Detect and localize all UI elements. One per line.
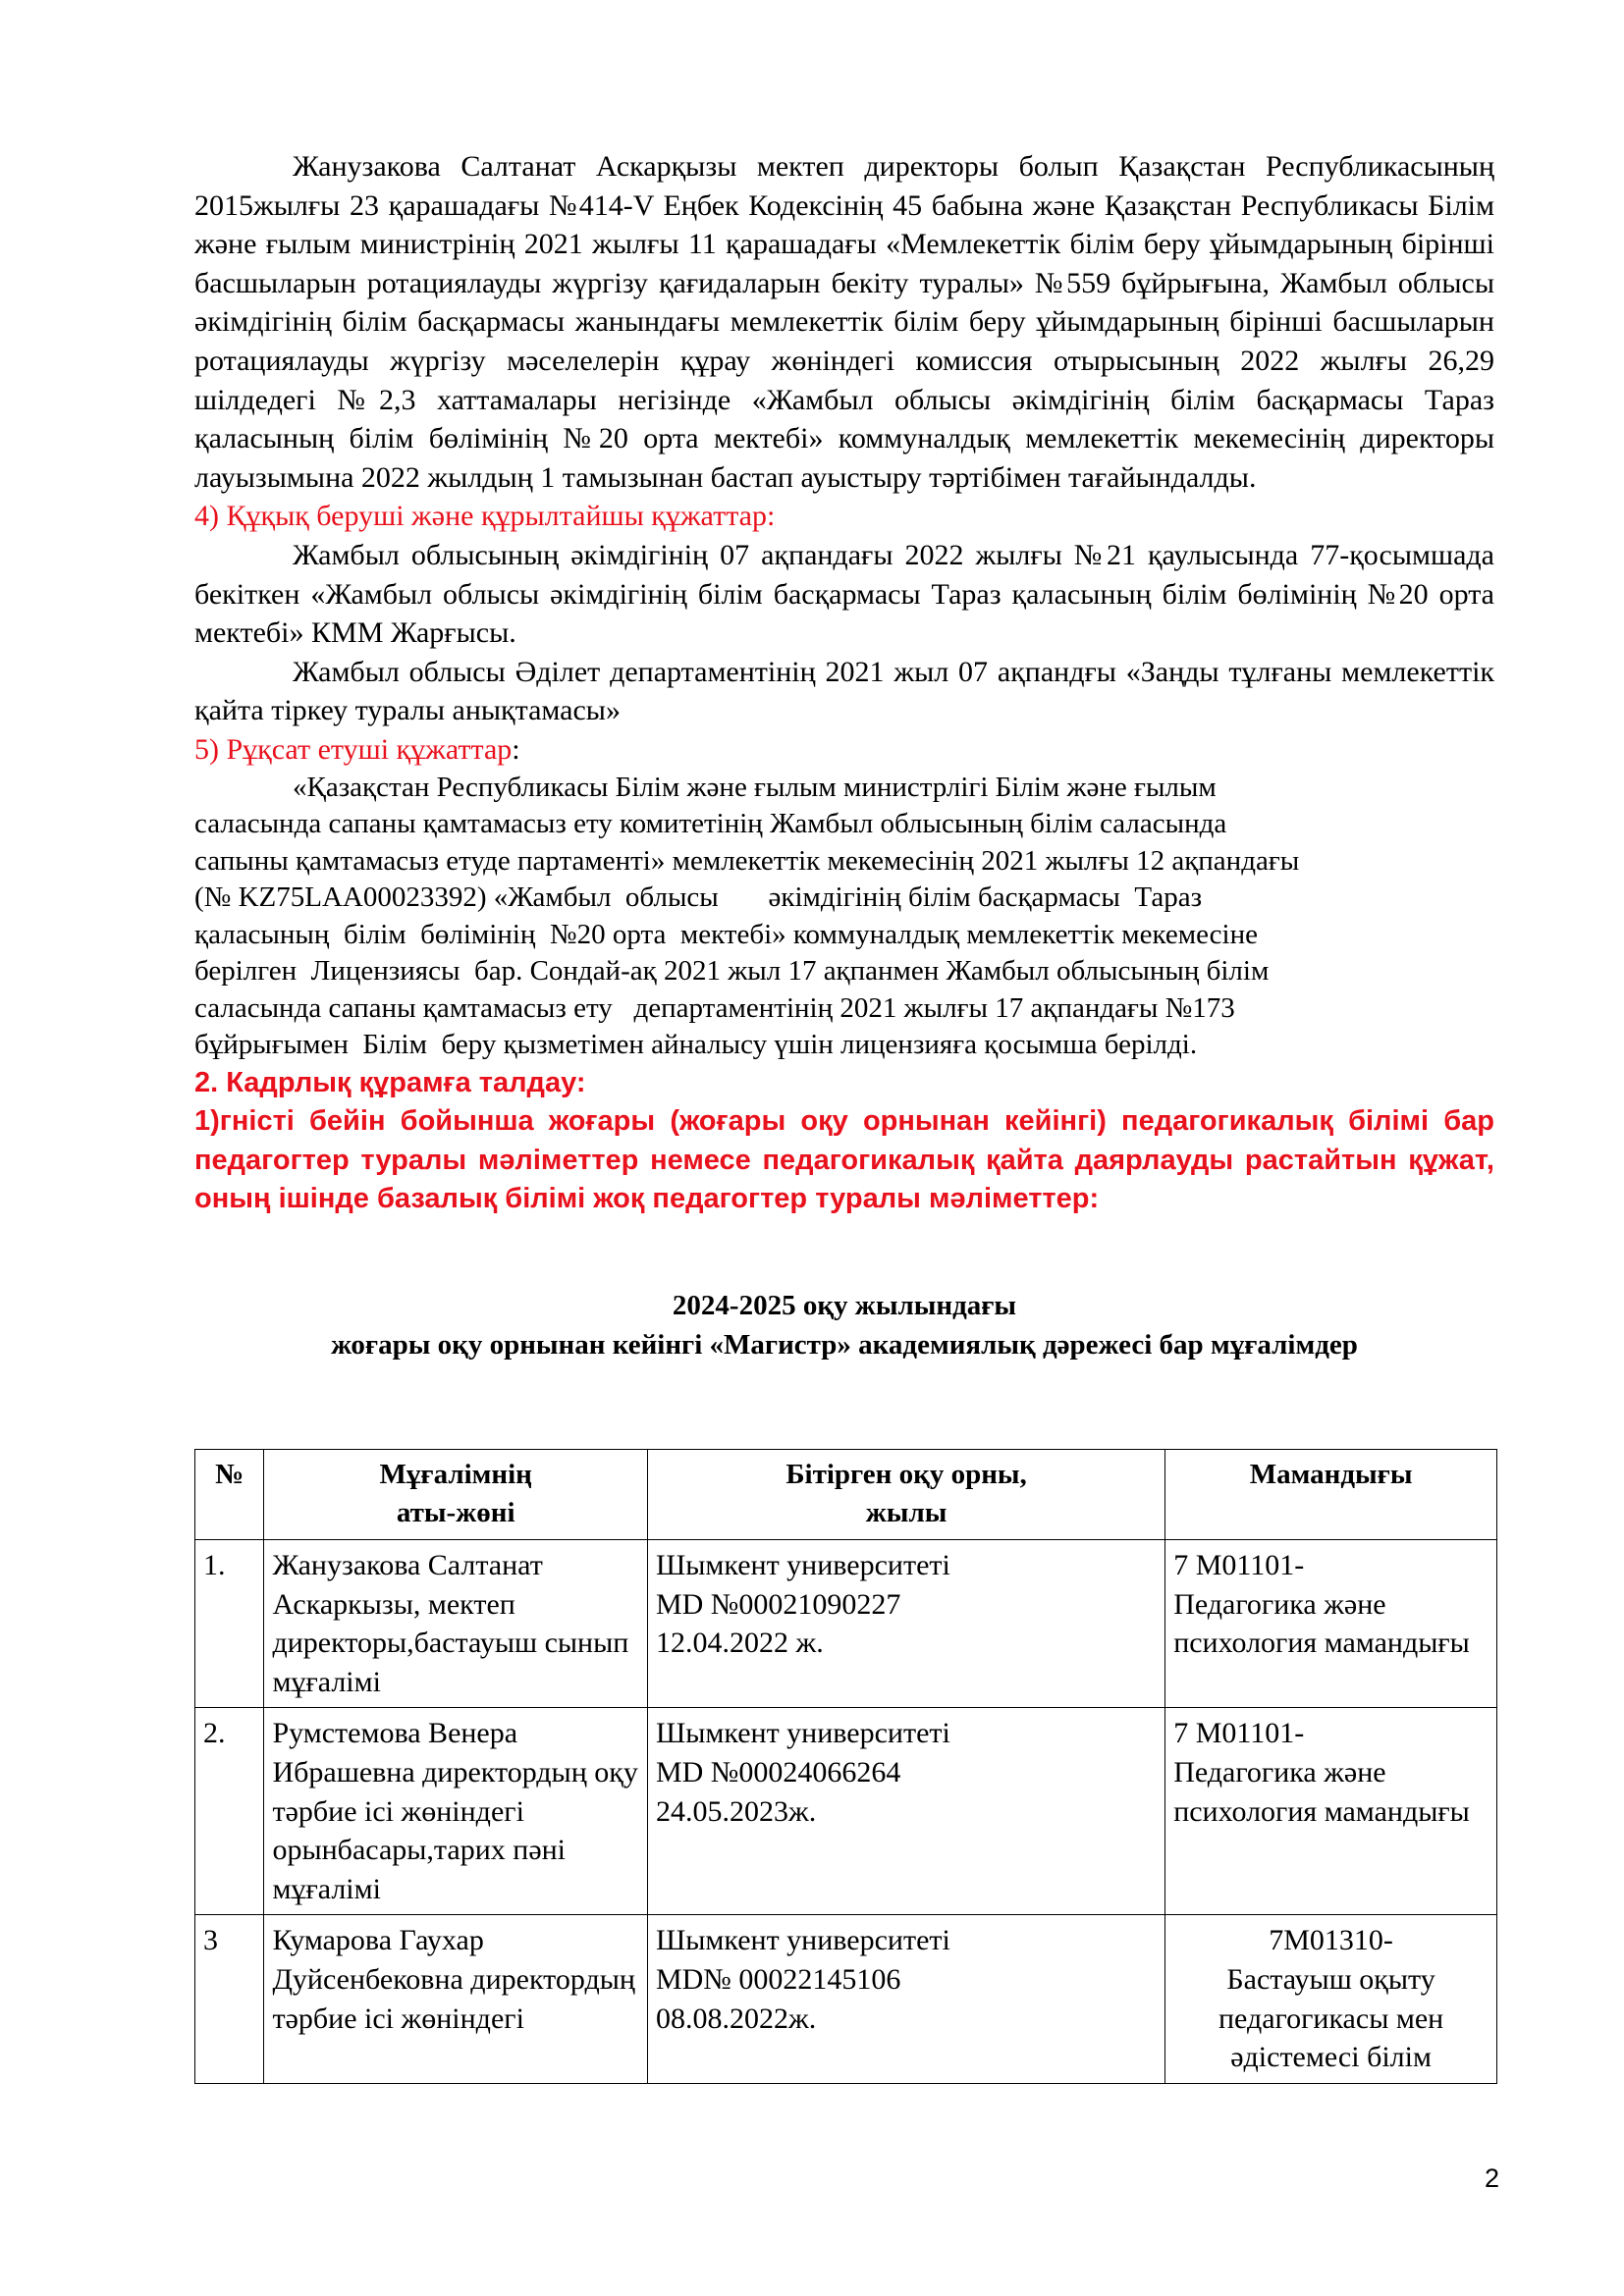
- row-specialty: 7 М01101- Педагогика және психология мамандығы: [1165, 1540, 1497, 1708]
- header-name: Мұғалімнің аты-жөні: [264, 1449, 648, 1539]
- section-staff-analysis: 2. Кадрлық құрамға талдау:: [194, 1066, 586, 1098]
- license-line: сапыны қамтамасыз етуде партаменті» мемлекеттік мекемесінің 2021 жылғы 12 ақпандағы: [194, 844, 1300, 877]
- license-line: саласында сапаны қамтамасыз ету комитетінің Жамбыл облысының білім саласында: [194, 808, 1227, 839]
- table-row: [195, 1915, 1497, 2083]
- table-caption: [194, 1286, 1494, 1364]
- license-line: бұйрығымен Білім беру қызметімен айналысу үшін лицензияға қосымша берілді.: [194, 1029, 1198, 1060]
- license-line: (№ KZ75LAA00023392) «Жамбыл облысы әкімдігінің білім басқармасы Тараз: [194, 881, 1203, 913]
- license-line: қаласының білім бөлімінің №20 орта мектебі» коммуналдық мемлекеттік мекемесіне: [194, 918, 1258, 950]
- row-teacher-name: Кумарова Гаухар Дуйсенбековна директордың тәрбие ісі жөніндегі: [264, 1915, 648, 2083]
- caption-line-2: жоғары оқу орнынан кейінгі «Магистр» академиялық дәрежесі бар мұғалімдер: [331, 1328, 1358, 1361]
- table-row: [195, 1540, 1497, 1708]
- table-row: [195, 1708, 1497, 1915]
- heading-permits-text: 5) Рұқсат етуші құжаттар: [194, 732, 513, 766]
- registration-paragraph: Жамбыл облысы Әділет департаментінің 2021 жыл 07 ақпандғы «Заңды тұлғаны мемлекеттік қайта тіркеу туралы анықтамасы»: [194, 655, 1494, 727]
- license-paragraph: [194, 770, 1494, 1064]
- row-number: 2.: [195, 1708, 264, 1915]
- header-university: Бітірген оқу орны, жылы: [647, 1449, 1164, 1539]
- heading-permits: [194, 730, 1494, 770]
- license-line: «Қазақстан Республикасы Білім және ғылым министрлігі Білім және ғылым: [293, 771, 1217, 803]
- row-teacher-name: Жанузакова Салтанат Аскаркызы, мектеп директоры,бастауыш сынып мұғалімі: [264, 1540, 648, 1708]
- header-specialty: Мамандығы: [1165, 1449, 1497, 1539]
- masters-teachers-table: [194, 1449, 1497, 2084]
- table-header-row: [195, 1449, 1497, 1539]
- heading-founding-documents: 4) Құқық беруші және құрылтайшы құжаттар:: [194, 500, 776, 533]
- section-staff-subheading: 1)гністі бейін бойынша жоғары (жоғары оқу орнынан кейінгі) педагогикалық білімі бар педагогтер туралы мәліметтер немесе педагогикалық қайта даярлауды растайтын құжат, оның ішінде базалық білімі жоқ педагогтер туралы мәліметтер:: [194, 1105, 1494, 1215]
- row-university: Шымкент университеті MD №00021090227 12.04.2022 ж.: [647, 1540, 1164, 1708]
- license-line: берілген Лицензиясы бар. Сондай-ақ 2021 жыл 17 ақпанмен Жамбыл облысының білім: [194, 955, 1270, 987]
- row-specialty: 7М01310- Бастауыш оқыту педагогикасы мен әдістемесі білім: [1165, 1915, 1497, 2083]
- appointment-paragraph: Жанузакова Салтанат Аскарқызы мектеп директоры болып Қазақстан Республикасының 2015жылғы 23 қарашадағы №414-V Еңбек Кодексінің 45 бабына және Қазақстан Республикасы Білім және ғылым министрінің 2021 жылғы 11 қарашадағы «Мемлекеттік білім беру ұйымдарының бірінші басшыларын ротациялауды жүргізу қағидаларын бекіту туралы» №559 бұйрығына, Жамбыл облысы әкімдігінің білім басқармасы жанындағы мемлекеттік білім беру ұйымдарының бірінші басшыларын ротациялауды жүргізу мәселелерін құрау жөніндегі комиссия отырысының 2022 жылғы 26,29 шілдедегі №2,3 хаттамалары негізінде «Жамбыл облысы әкімдігінің білім басқармасы Тараз қаласының білім бөлімінің №20 орта мектебі» коммуналдық мемлекеттік мекемесінің директоры лауызымына 2022 жылдың 1 тамызынан бастап ауыстыру тәртібімен тағайындалды.: [194, 150, 1494, 494]
- row-teacher-name: Румстемова Венера Ибрашевна директордың оқу тәрбие ісі жөніндегі орынбасары,тарих пәні мұғалімі: [264, 1708, 648, 1915]
- caption-line-1: 2024-2025 оқу жылындағы: [672, 1289, 1017, 1321]
- row-number: 3: [195, 1915, 264, 2083]
- document-page: [194, 147, 1494, 2084]
- header-number: №: [195, 1449, 264, 1539]
- page-number: 2: [1485, 2163, 1500, 2193]
- row-university: Шымкент университеті MD №00024066264 24.05.2023ж.: [647, 1708, 1164, 1915]
- row-specialty: 7 М01101- Педагогика және психология мамандығы: [1165, 1708, 1497, 1915]
- charter-paragraph: Жамбыл облысының әкімдігінің 07 ақпандағы 2022 жылғы №21 қаулысында 77-қосымшада бекіткен «Жамбыл облысы әкімдігінің білім басқармасы Тараз қаласының білім бөлімінің №20 орта мектебі» КММ Жарғысы.: [194, 538, 1494, 650]
- row-university: Шымкент университеті MD№ 00022145106 08.08.2022ж.: [647, 1915, 1164, 2083]
- heading-permits-colon: :: [512, 732, 520, 766]
- license-line: саласында сапаны қамтамасыз ету департаментінің 2021 жылғы 17 ақпандағы №173: [194, 991, 1235, 1024]
- row-number: 1.: [195, 1540, 264, 1708]
